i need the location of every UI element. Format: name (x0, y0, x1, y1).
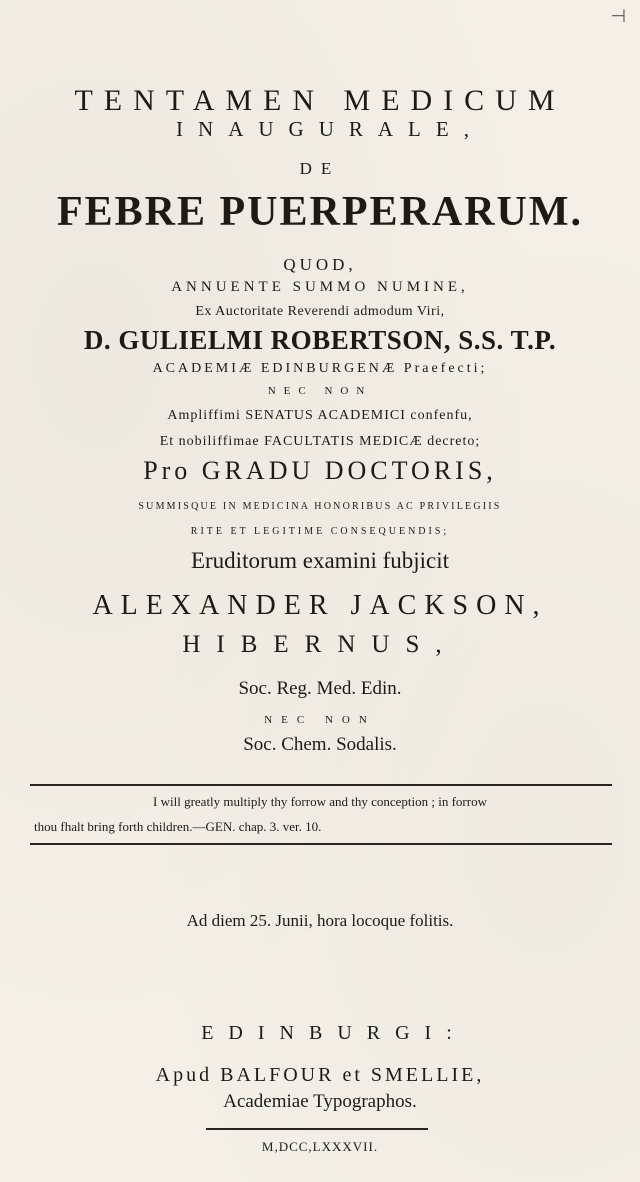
city-line: EDINBURGI: (201, 1022, 467, 1044)
name-principal: D. GULIELMI ROBERTSON, S.S. T.P. (83, 325, 557, 355)
date-line: Ad diem 25. Junii, hora locoque folitis. (186, 911, 454, 930)
eruditorum-line: Eruditorum examini fubjicit (190, 548, 450, 573)
academiae-line: ACADEMIÆ EDINBURGENÆ Praefecti; (152, 361, 488, 376)
soc-chem-line: Soc. Chem. Sodalis. (243, 734, 397, 755)
nec-non-line-1: NEC NON (267, 385, 373, 397)
title-line-1: TENTAMEN MEDICUM (74, 84, 566, 117)
year-line: M,DCC,LXXXVII. (261, 1139, 379, 1154)
title-line-4: FEBRE PUERPERARUM. (57, 189, 583, 235)
epigraph-bottom-rule (30, 843, 612, 845)
senatus-line: Ampliffimi SENATUS ACADEMICI confenfu, (167, 408, 473, 423)
annuente-line: ANNUENTE SUMMO NUMINE, (171, 279, 469, 295)
quod-line: QUOD, (283, 255, 357, 274)
typographos-line: Academiae Typographos. (223, 1091, 417, 1112)
author-name: ALEXANDER JACKSON, (92, 590, 548, 621)
imprint-rule (206, 1128, 428, 1130)
ex-auctoritate-line: Ex Auctoritate Reverendi admodum Viri, (195, 304, 445, 319)
summisque-line: SUMMISQUE IN MEDICINA HONORIBUS AC PRIVILEGIIS (138, 501, 502, 512)
rite-line: RITE ET LEGITIME CONSEQUENDIS; (190, 526, 450, 537)
nec-non-line-2: NEC NON (264, 714, 376, 726)
title-line-3: DE (299, 159, 341, 178)
soc-reg-line: Soc. Reg. Med. Edin. (238, 678, 402, 699)
epigraph-line-2: thou fhalt bring forth children.—GEN. chap. 3. ver. 10. (34, 819, 322, 834)
corner-mark: ⊣ (610, 6, 626, 27)
facultatis-line: Et nobiliffimae FACULTATIS MEDICÆ decreto; (159, 434, 481, 449)
pro-gradu-line: Pro GRADU DOCTORIS, (143, 456, 497, 485)
publisher-line: Apud BALFOUR et SMELLIE, (155, 1064, 485, 1086)
epigraph-top-rule (30, 784, 612, 786)
title-line-2: INAUGURALE, (176, 117, 484, 141)
hibernus-line: HIBERNUS, (182, 631, 458, 658)
epigraph-line-1: I will greatly multiply thy forrow and thy conception ; in forrow (153, 794, 487, 809)
